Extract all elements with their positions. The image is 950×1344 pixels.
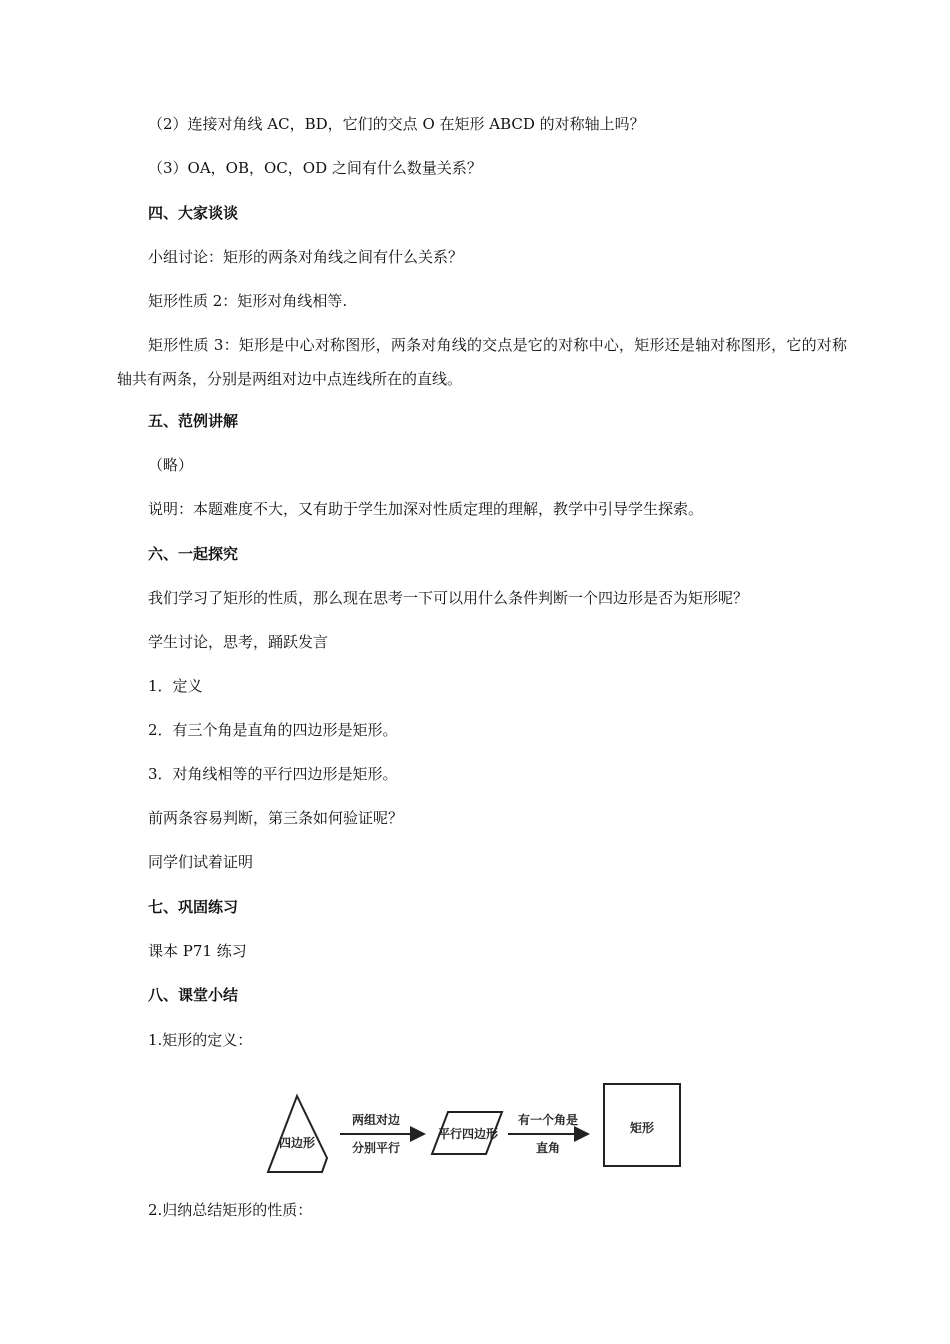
try-prove: 同学们试着证明 xyxy=(148,853,254,871)
arrow1-bottom-label: 分别平行 xyxy=(352,1141,401,1155)
arrow2-top-label: 有一个角是 xyxy=(518,1113,579,1127)
rectangle-label: 矩形 xyxy=(630,1121,655,1135)
parallelogram-label: 平行四边形 xyxy=(438,1127,499,1141)
criterion-1: 1．定义 xyxy=(148,677,203,695)
section-6-heading: 六、一起探究 xyxy=(148,545,239,563)
property-2: 矩形性质 2：矩形对角线相等. xyxy=(148,292,348,310)
section-4-heading: 四、大家谈谈 xyxy=(148,204,239,222)
textbook-exercise: 课本 P71 练习 xyxy=(148,942,247,960)
summary-definition: 1.矩形的定义： xyxy=(148,1031,253,1049)
quadrilateral-label: 四边形 xyxy=(279,1136,316,1150)
question-3: （3）OA，OB，OC，OD 之间有什么数量关系？ xyxy=(148,159,482,177)
example-omitted: （略） xyxy=(148,456,194,474)
summary-properties: 2.归纳总结矩形的性质： xyxy=(148,1201,313,1219)
question-2: （2）连接对角线 AC，BD，它们的交点 O 在矩形 ABCD 的对称轴上吗？ xyxy=(148,115,645,133)
criterion-3: 3．对角线相等的平行四边形是矩形。 xyxy=(148,765,398,783)
example-note: 说明：本题难度不大，又有助于学生加深对性质定理的理解，教学中引导学生探索。 xyxy=(148,500,704,518)
explore-question: 我们学习了矩形的性质，那么现在思考一下可以用什么条件判断一个四边形是否为矩形呢？ xyxy=(148,589,749,607)
rectangle-definition-diagram xyxy=(262,1074,688,1178)
quadrilateral-shape xyxy=(268,1096,327,1172)
verify-question: 前两条容易判断，第三条如何验证呢？ xyxy=(148,809,404,827)
section-5-heading: 五、范例讲解 xyxy=(148,412,239,430)
section-8-heading: 八、课堂小结 xyxy=(148,986,239,1004)
group-discussion: 小组讨论：矩形的两条对角线之间有什么关系？ xyxy=(148,248,464,266)
section-7-heading: 七、巩固练习 xyxy=(148,898,239,916)
property-3: 矩形性质 3：矩形是中心对称图形，两条对角线的交点是它的对称中心，矩形还是轴对称图形，它的对称轴共有两条，分别是两组对边中点连线所在的直线。 xyxy=(117,336,847,388)
students-discuss: 学生讨论，思考，踊跃发言 xyxy=(148,633,329,651)
criterion-2: 2．有三个角是直角的四边形是矩形。 xyxy=(148,721,398,739)
arrow1-top-label: 两组对边 xyxy=(352,1113,401,1127)
arrow2-bottom-label: 直角 xyxy=(536,1141,561,1155)
